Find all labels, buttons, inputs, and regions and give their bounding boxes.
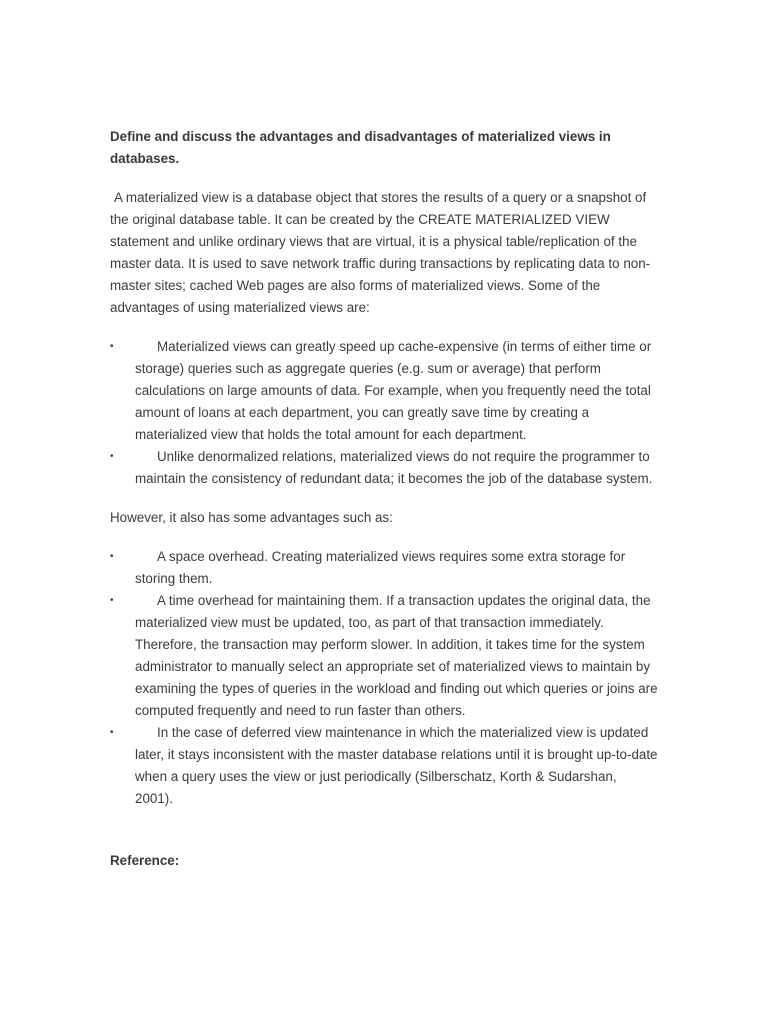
advantages-list: [110, 336, 658, 490]
bullet-icon: •: [110, 451, 114, 462]
list-item-text: A time overhead for maintaining them. If a transaction updates the original data, the materialized view must be updated, too, as part of that transaction immediately. Therefore, the transaction may perform slower. In addition, it takes time for the system administrator to manually select an appropriate set of materialized views to maintain by examining the types of queries in the workload and finding out which queries or joins are computed frequently and need to run faster than others.: [135, 593, 658, 718]
list-item: [110, 590, 658, 722]
list-item-text: Materialized views can greatly speed up cache-expensive (in terms of either time or storage) queries such as aggregate queries (e.g. sum or average) that perform calculations on large amounts of data. For example, when you frequently need the total amount of loans at each department, you can greatly save time by creating a materialized view that holds the total amount for each department.: [135, 339, 652, 442]
list-item-text: A space overhead. Creating materialized views requires some extra storage for storing them.: [135, 549, 626, 586]
disadvantages-list: [110, 546, 658, 810]
however-paragraph: However, it also has some advantages such as:: [110, 510, 393, 525]
list-item-text: Unlike denormalized relations, materialized views do not require the programmer to maintain the consistency of redundant data; it becomes the job of the database system.: [135, 449, 653, 486]
document-title: Define and discuss the advantages and disadvantages of materialized views in databases.: [110, 129, 611, 166]
list-item: [110, 546, 658, 590]
list-item: [110, 722, 658, 810]
bullet-icon: •: [110, 551, 114, 562]
intro-paragraph: A materialized view is a database object that stores the results of a query or a snapshot of the original database table. It can be created by the CREATE MATERIALIZED VIEW statement and unlike ordinary views that are virtual, it is a physical table/replication of the master data. It is used to save network traffic during transactions by replicating data to non-master sites; cached Web pages are also forms of materialized views. Some of the advantages of using materialized views are:: [110, 190, 651, 315]
bullet-icon: •: [110, 727, 114, 738]
bullet-icon: •: [110, 595, 114, 606]
list-item: [110, 336, 658, 446]
list-item-text: In the case of deferred view maintenance in which the materialized view is updated later, it stays inconsistent with the master database relations until it is brought up-to-date when a query uses the view or just periodically (Silberschatz, Korth & Sudarshan, 2001).: [135, 725, 658, 806]
reference-heading: Reference:: [110, 853, 180, 868]
list-item: [110, 446, 658, 490]
bullet-icon: •: [110, 341, 114, 352]
document-body: [110, 126, 658, 872]
